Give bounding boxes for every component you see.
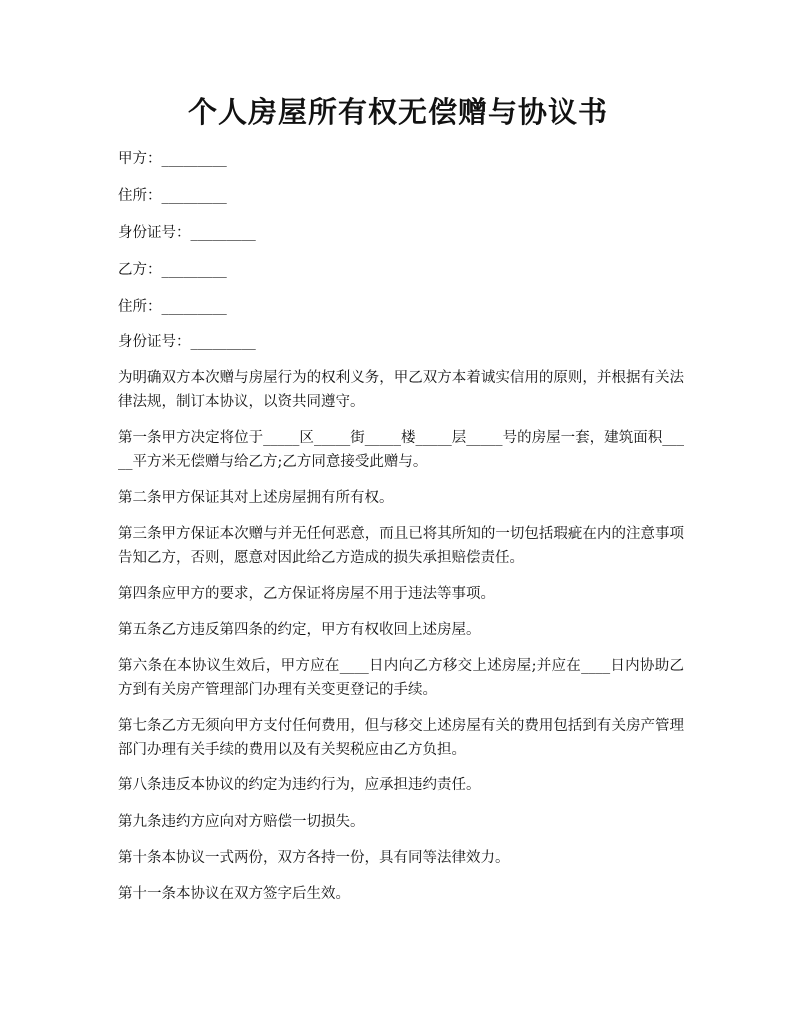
party-a-id-line — [118, 222, 718, 244]
article-5: 第五条乙方违反第四条的约定，甲方有权收回上述房屋。 — [118, 622, 481, 638]
party-a-id-value: _________ — [190, 225, 256, 241]
article-10: 第十条本协议一式两份，双方各持一份，具有同等法律效力。 — [118, 850, 510, 866]
party-a-address-value: _________ — [161, 188, 227, 204]
party-a-address-label: 住所： — [118, 188, 162, 204]
document-title: 个人房屋所有权无偿赠与协议书 — [187, 95, 608, 129]
party-a-name-value: _________ — [161, 151, 227, 167]
party-b-id-label: 身份证号： — [118, 334, 191, 350]
article-3: 第三条甲方保证本次赠与并无任何恶意，而且已将其所知的一切包括瑕疵在内的注意事项告知乙方，否则，愿意对因此给乙方造成的损失承担赔偿责任。 — [118, 526, 684, 566]
article-8: 第八条违反本协议的约定为违约行为，应承担违约责任。 — [118, 777, 481, 793]
party-a-name-label: 甲方： — [118, 151, 162, 167]
party-a-address-line — [118, 185, 718, 207]
article-7: 第七条乙方无须向甲方支付任何费用，但与移交上述房屋有关的费用包括到有关房产管理部门办理有关手续的费用以及有关契税应由乙方负担。 — [118, 718, 684, 758]
party-b-name-line — [118, 259, 718, 281]
article-4: 第四条应甲方的要求，乙方保证将房屋不用于违法等事项。 — [118, 586, 495, 602]
party-b-id-line — [118, 331, 718, 353]
party-b-name-label: 乙方： — [118, 262, 162, 278]
party-b-id-value: _________ — [190, 334, 256, 350]
preamble-paragraph: 为明确双方本次赠与房屋行为的权利义务，甲乙双方本着诚实信用的原则，并根据有关法律法规，制订本协议，以资共同遵守。 — [118, 370, 684, 410]
article-11: 第十一条本协议在双方签字后生效。 — [118, 886, 350, 902]
party-a-name-line — [118, 148, 718, 170]
party-b-address-line — [118, 296, 718, 318]
party-a-id-label: 身份证号： — [118, 225, 191, 241]
article-6: 第六条在本协议生效后，甲方应在____日内向乙方移交上述房屋;并应在____日内协助乙方到有关房产管理部门办理有关变更登记的手续。 — [118, 658, 684, 698]
article-2: 第二条甲方保证其对上述房屋拥有所有权。 — [118, 490, 394, 506]
party-b-name-value: _________ — [161, 262, 227, 278]
article-1: 第一条甲方决定将位于_____区_____街_____楼_____层_____号的房屋一套，建筑面积_____平方米无偿赠与给乙方;乙方同意接受此赠与。 — [118, 430, 684, 470]
party-b-address-value: _________ — [161, 299, 227, 315]
article-9: 第九条违约方应向对方赔偿一切损失。 — [118, 814, 365, 830]
party-b-address-label: 住所： — [118, 299, 162, 315]
